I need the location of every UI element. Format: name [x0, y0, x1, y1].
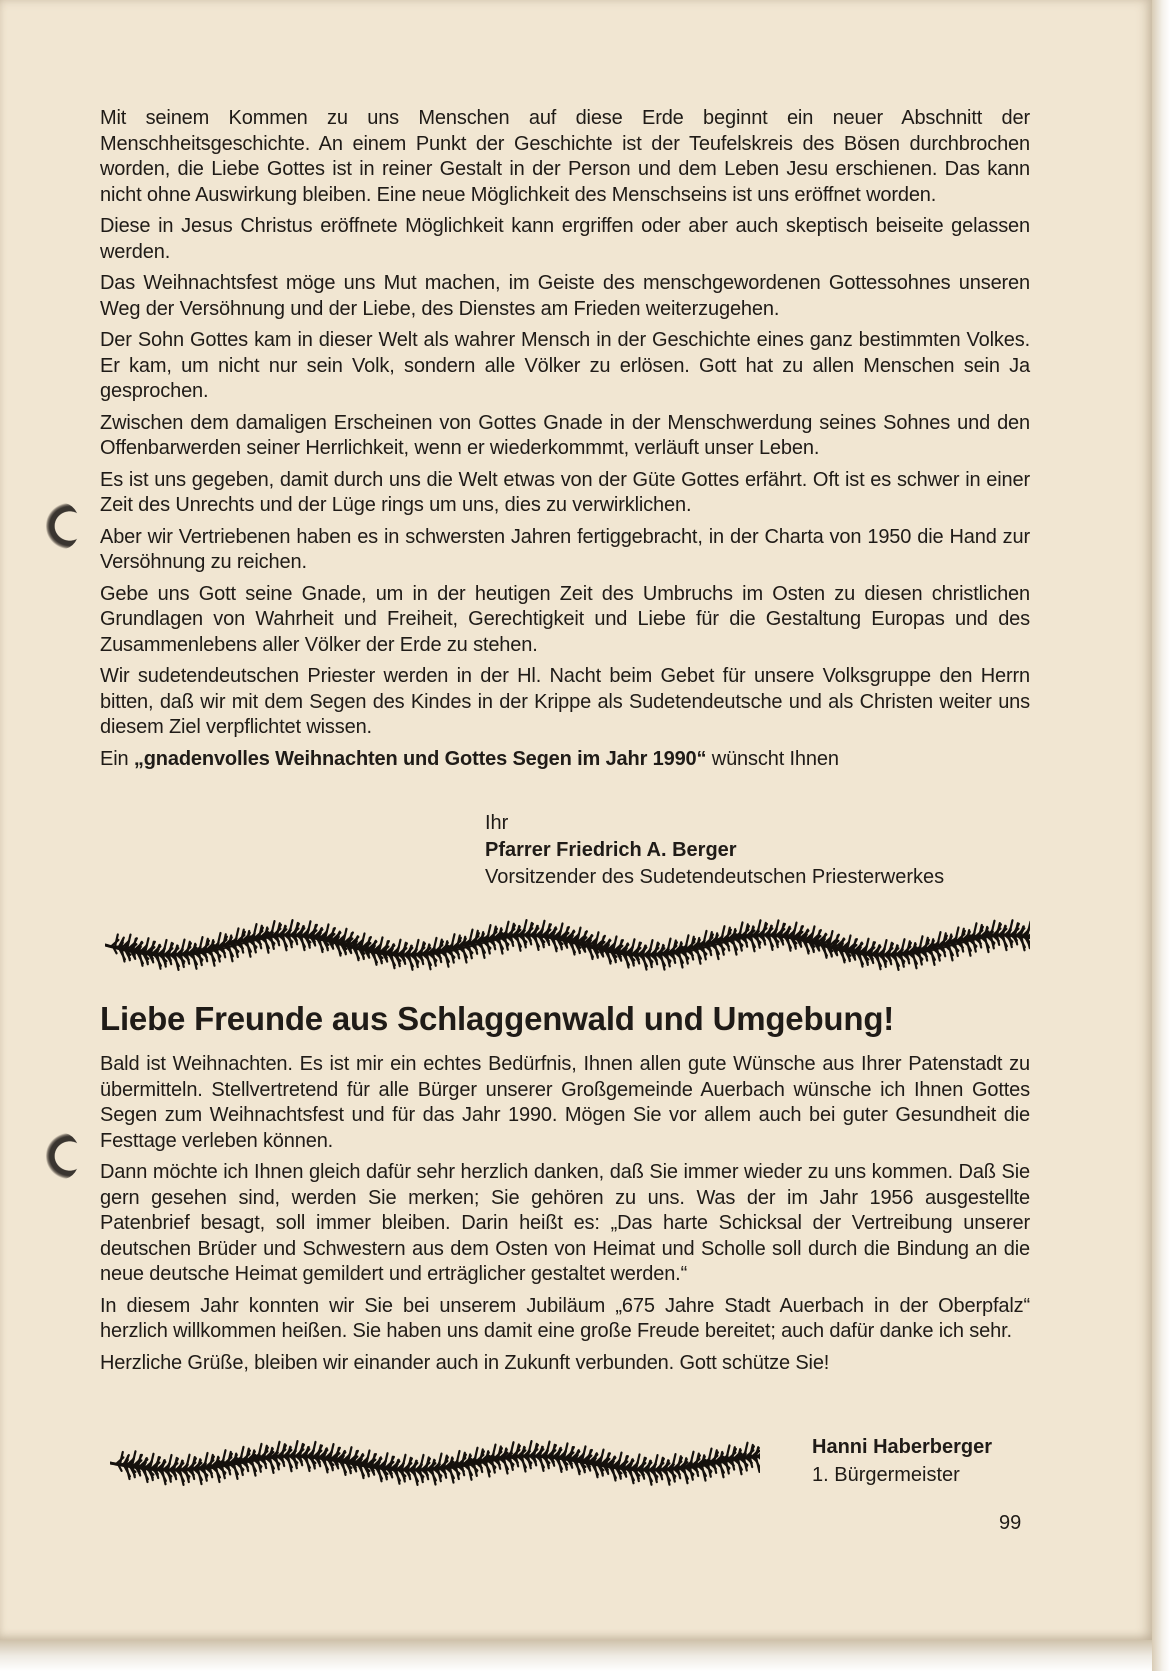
signature-name: Pfarrer Friedrich A. Berger [485, 839, 737, 861]
punch-hole [46, 503, 80, 549]
signature-salutation: Ihr [485, 812, 509, 834]
paragraph: Das Weihnachtsfest möge uns Mut machen, im Geiste des menschgewordenen Gottessohnes unseren Weg der Versöhnung und der Liebe, des Dienstes am Frieden weiterzugehen. [100, 272, 1030, 320]
paragraph: Mit seinem Kommen zu uns Menschen auf diese Erde beginnt ein neuer Abschnitt der Menschheitsgeschichte. An einem Punkt der Geschichte ist der Teufelskreis des Bösen durchbrochen worden, die Liebe Gottes ist in reiner Gestalt in der Person und dem Leben Jesu erschienen. Das kann nicht ohne Auswirkung bleiben. Eine neue Möglichkeit des Menschseins ist uns eröffnet worden. [100, 107, 1030, 206]
paragraph: Wir sudetendeutschen Priester werden in der Hl. Nacht beim Gebet für unsere Volksgruppe den Herrn bitten, daß wir mit dem Segen des Kindes in der Krippe als Sudetendeutsche und als Christen weiter uns diesem Ziel verpflichtet wissen. [100, 665, 1030, 738]
signature-role: 1. Bürgermeister [812, 1464, 960, 1486]
page-number: 99 [999, 1512, 1022, 1534]
paragraph: Es ist uns gegeben, damit durch uns die Welt etwas von der Güte Gottes erfährt. Oft ist es schwer in einer Zeit des Unrechts und der Lüge rings um uns, dies zu verwirklichen. [100, 468, 1030, 516]
signature-name: Hanni Haberberger [812, 1436, 993, 1458]
page-edge [0, 1640, 1152, 1671]
signature-role: Vorsitzender des Sudetendeutschen Priesterwerkes [485, 866, 945, 888]
paragraph: Herzliche Grüße, bleiben wir einander auch in Zukunft verbunden. Gott schütze Sie! [100, 1351, 830, 1374]
paragraph: Gebe uns Gott seine Gnade, um in der heutigen Zeit des Umbruchs im Osten zu diesen christlichen Grundlagen von Wahrheit und Freiheit, Gerechtigkeit und Liebe für die Gestaltung Europas und des Zusammenlebens aller Völker der Erde zu stehen. [100, 582, 1030, 656]
punch-hole [46, 1133, 80, 1179]
signature-block [812, 1433, 992, 1489]
paragraph: Dann möchte ich Ihnen gleich dafür sehr herzlich danken, daß Sie immer wieder zu uns kommen. Daß Sie gern gesehen sind, werden Sie merken; Sie gehören zu uns. Was der im Jahr 1956 ausgestellte Patenbrief besagt, soll immer bleiben. Darin heißt es: „Das harte Schicksal der Vertreibung unserer deutschen Brüder und Schwestern aus dem Osten von Heimat und Scholle soll durch die Bindung an die neue deutsche Heimat gemildert und erträglicher gestaltet werden.“ [100, 1161, 1030, 1285]
letter-one-body [100, 106, 1030, 778]
paragraph: Zwischen dem damaligen Erscheinen von Gottes Gnade in der Menschwerdung seines Sohnes und den Offenbarwerden seiner Herrlichkeit, wenn er wiederkommmt, verläuft unser Leben. [100, 411, 1030, 459]
closing-greeting: „gnadenvolles Weihnachten und Gottes Segen im Jahr 1990“ [133, 747, 707, 770]
fir-garland-divider [105, 915, 1030, 975]
paragraph: Der Sohn Gottes kam in dieser Welt als wahrer Mensch in der Geschichte eines ganz bestimmten Volkes. Er kam, um nicht nur sein Volk, sondern alle Völker zu erlösen. Gott hat zu allen Menschen sein Ja gesprochen. [100, 329, 1030, 402]
fir-garland-divider [110, 1435, 760, 1490]
paragraph: Diese in Jesus Christus eröffnete Möglichkeit kann ergriffen oder aber auch skeptisch beiseite gelassen werden. [100, 215, 1030, 263]
paragraph: Bald ist Weihnachten. Es ist mir ein echtes Bedürfnis, Ihnen allen gute Wünsche aus Ihrer Patenstadt zu übermitteln. Stellvertretend für alle Bürger unserer Großgemeinde Auerbach wünsche ich Ihnen Gottes Segen zum Weihnachtsfest und für das Jahr 1990. Mögen Sie vor allem auch bei guter Gesundheit die Festtage verleben können. [100, 1053, 1030, 1152]
signature-block [485, 810, 944, 891]
paragraph: Aber wir Vertriebenen haben es in schwersten Jahren fertiggebracht, in der Charta von 1950 die Hand zur Versöhnung zu reichen. [100, 525, 1030, 573]
letter-two-heading: Liebe Freunde aus Schlaggenwald und Umgebung! [100, 1000, 895, 1037]
closing-line [100, 747, 1030, 773]
letter-two-body [100, 1052, 1030, 1382]
closing-text: wünscht Ihnen [706, 747, 839, 770]
page-edge [1152, 0, 1170, 1671]
paragraph: In diesem Jahr konnten wir Sie bei unserem Jubiläum „675 Jahre Stadt Auerbach in der Oberpfalz“ herzlich willkommen heißen. Sie haben uns damit eine große Freude bereitet; auch dafür danke ich sehr. [100, 1294, 1030, 1342]
closing-text: Ein [100, 747, 134, 770]
